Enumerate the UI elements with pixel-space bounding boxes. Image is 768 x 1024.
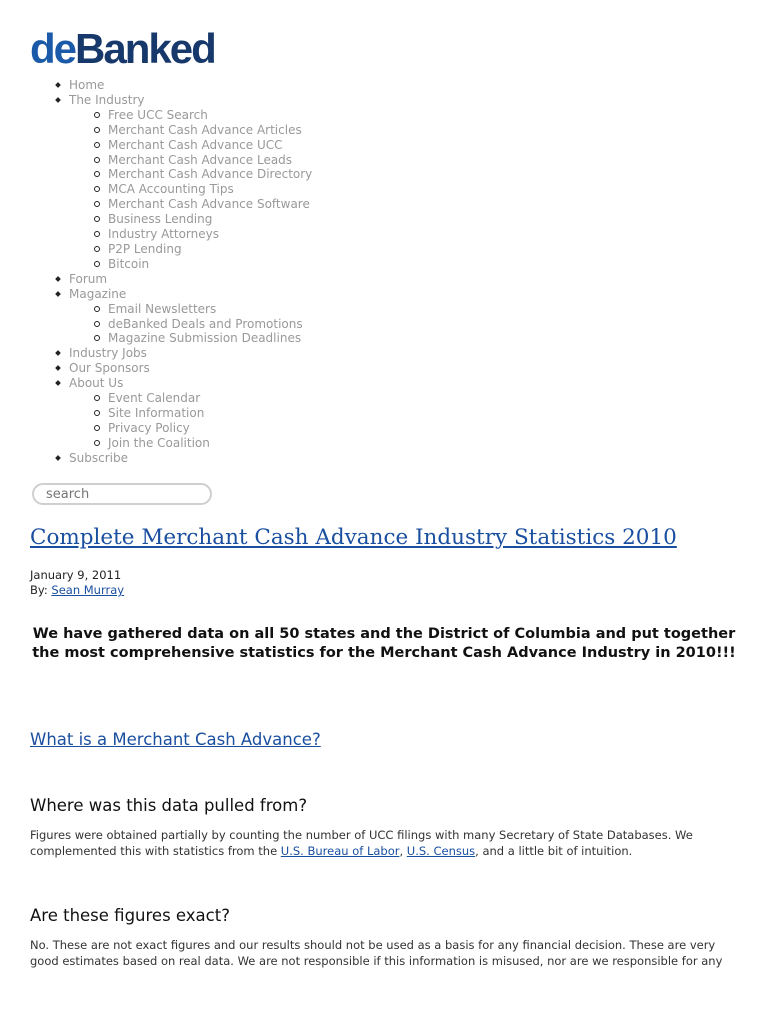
post-date: January 9, 2011 <box>30 568 122 582</box>
census-link[interactable]: U.S. Census <box>406 844 476 858</box>
section-heading-exact: Are these figures exact? <box>30 906 230 925</box>
submenu-item <box>0 167 400 182</box>
nav-item-sponsors <box>0 361 400 376</box>
nav-link-mca-software[interactable]: Merchant Cash Advance Software <box>108 197 310 212</box>
nav-link-mca-leads[interactable]: Merchant Cash Advance Leads <box>108 152 293 167</box>
nav-link-mca-directory[interactable]: Merchant Cash Advance Directory <box>108 167 313 182</box>
nav-link-event-calendar[interactable]: Event Calendar <box>108 391 201 406</box>
submenu-item <box>0 257 400 272</box>
nav-item-home <box>0 78 400 93</box>
nav-link-subscribe[interactable]: Subscribe <box>69 450 128 465</box>
nav-item-forum <box>0 272 400 287</box>
submenu-item <box>0 406 400 421</box>
nav-link-our-sponsors[interactable]: Our Sponsors <box>69 361 150 376</box>
nav-item-about <box>0 376 400 451</box>
submenu-item <box>0 212 400 227</box>
about-submenu <box>69 391 400 451</box>
nav-link-home[interactable]: Home <box>69 78 105 92</box>
submenu-item <box>0 302 400 317</box>
main-navigation <box>0 78 400 466</box>
post-title <box>30 524 677 552</box>
submenu-item <box>0 421 400 436</box>
text-segment: , <box>399 844 407 858</box>
nav-link-email-newsletters[interactable]: Email Newsletters <box>108 301 217 316</box>
magazine-submenu <box>69 302 400 347</box>
nav-link-deals-promotions[interactable]: deBanked Deals and Promotions <box>108 316 303 331</box>
section-text-data-source <box>30 827 745 859</box>
logo-part-de: de <box>30 25 76 72</box>
submenu-item <box>0 123 400 138</box>
nav-link-join-coalition[interactable]: Join the Coalition <box>108 435 210 450</box>
industry-submenu <box>69 108 400 272</box>
search-input[interactable] <box>32 483 212 505</box>
nav-link-business-lending[interactable]: Business Lending <box>108 212 213 227</box>
submenu-item <box>0 182 400 197</box>
nav-link-site-information[interactable]: Site Information <box>108 405 205 420</box>
submenu-item <box>0 331 400 346</box>
what-is-mca-link[interactable]: What is a Merchant Cash Advance? <box>30 730 321 749</box>
author-link[interactable]: Sean Murray <box>51 583 125 597</box>
intro-paragraph: We have gathered data on all 50 states and the District of Columbia and put together the most comprehensive statistics for the Merchant Cash Advance Industry in 2010!!! <box>32 626 736 661</box>
nav-link-about-us[interactable]: About Us <box>69 376 124 391</box>
post-title-link[interactable]: Complete Merchant Cash Advance Industry Statistics 2010 <box>30 525 677 550</box>
nav-link-magazine[interactable]: Magazine <box>69 286 127 301</box>
post-byline <box>30 583 124 598</box>
submenu-item <box>0 138 400 153</box>
post-meta <box>30 568 124 598</box>
submenu-item <box>0 153 400 168</box>
nav-link-industry-attorneys[interactable]: Industry Attorneys <box>108 227 219 242</box>
submenu-item <box>0 197 400 212</box>
nav-link-submission-deadlines[interactable]: Magazine Submission Deadlines <box>108 331 302 346</box>
nav-link-privacy-policy[interactable]: Privacy Policy <box>108 420 190 435</box>
nav-link-p2p-lending[interactable]: P2P Lending <box>108 241 182 256</box>
nav-link-mca-ucc[interactable]: Merchant Cash Advance UCC <box>108 137 283 152</box>
site-logo[interactable] <box>30 25 215 72</box>
section-heading-data-source: Where was this data pulled from? <box>30 796 308 815</box>
nav-link-free-ucc-search[interactable]: Free UCC Search <box>108 107 208 122</box>
bureau-of-labor-link[interactable]: U.S. Bureau of Labor <box>280 844 400 858</box>
submenu-item <box>0 108 400 123</box>
submenu-item <box>0 242 400 257</box>
nav-item-magazine <box>0 287 400 347</box>
nav-item-jobs <box>0 346 400 361</box>
by-label: By: <box>30 583 48 597</box>
nav-link-mca-articles[interactable]: Merchant Cash Advance Articles <box>108 122 302 137</box>
section-text-exact: No. These are not exact figures and our results should not be used as a basis for any financial decision. These are very good estimates based on real data. We are not responsible if this information is misused, nor are we responsible for any <box>30 938 723 968</box>
submenu-item <box>0 227 400 242</box>
nav-link-industry[interactable]: The Industry <box>69 92 145 107</box>
text-segment: , and a little bit of intuition. <box>475 844 633 858</box>
nav-link-industry-jobs[interactable]: Industry Jobs <box>69 346 147 361</box>
logo-part-banked: Banked <box>75 25 215 72</box>
nav-link-mca-accounting-tips[interactable]: MCA Accounting Tips <box>108 182 234 197</box>
nav-link-forum[interactable]: Forum <box>69 271 108 286</box>
nav-list <box>0 78 400 466</box>
nav-link-bitcoin[interactable]: Bitcoin <box>108 256 150 271</box>
nav-item-subscribe <box>0 451 400 466</box>
what-is-mca-heading <box>30 729 321 750</box>
text-segment: Figures were obtained partially by counting the number of UCC filings with many Secretary of State Databases. We complemented this with statistics from the <box>30 828 693 858</box>
nav-item-industry <box>0 93 400 272</box>
submenu-item <box>0 391 400 406</box>
submenu-item <box>0 317 400 332</box>
submenu-item <box>0 436 400 451</box>
